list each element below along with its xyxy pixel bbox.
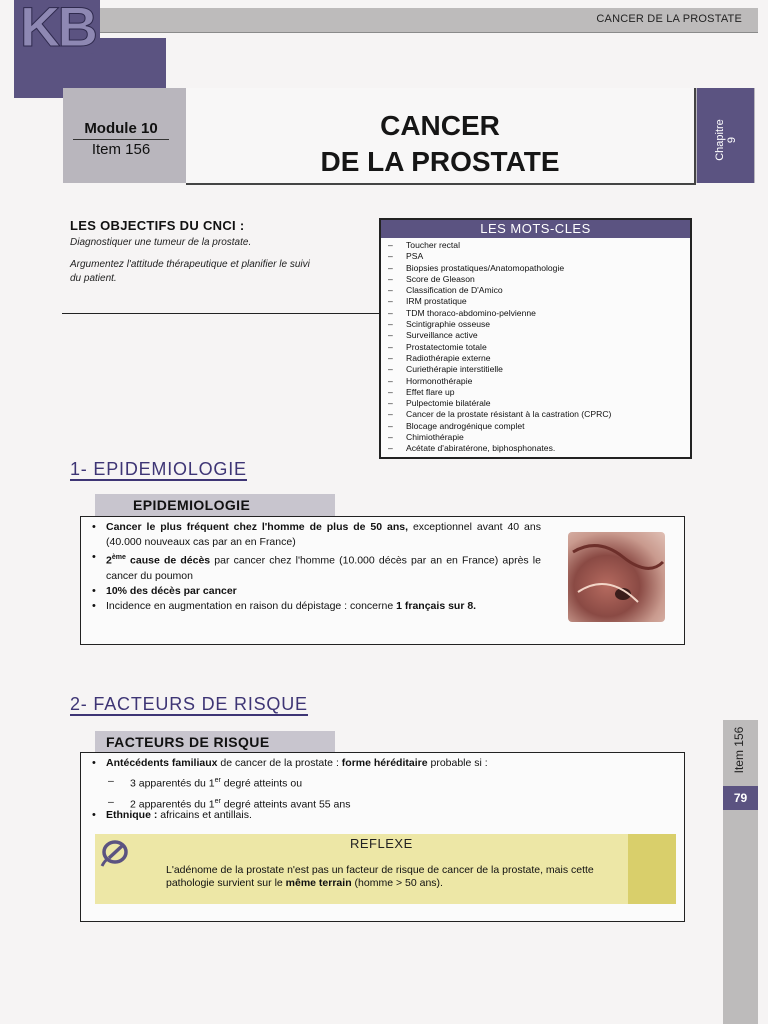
item-label: Item 156 bbox=[73, 139, 169, 158]
page-number: 79 bbox=[723, 786, 758, 810]
keyword-item: – Scintigraphie osseuse bbox=[388, 319, 491, 330]
keyword-item: – Pulpectomie bilatérale bbox=[388, 398, 491, 409]
keyword-item: – Blocage androgénique complet bbox=[388, 420, 525, 431]
reflexe-icon bbox=[96, 836, 134, 870]
keyword-item: – Effet flare up bbox=[388, 386, 455, 397]
objectives-divider bbox=[62, 313, 380, 314]
keyword-item: – Biopsies prostatiques/Anatomopathologie bbox=[388, 262, 565, 273]
keyword-item: – PSA bbox=[388, 251, 424, 262]
keyword-item: – Hormonothérapie bbox=[388, 375, 473, 386]
reflexe-title: REFLEXE bbox=[350, 836, 413, 851]
section-title-epidemiologie: 1- EPIDEMIOLOGIE bbox=[70, 459, 247, 479]
epidemiologie-list bbox=[106, 520, 541, 614]
objective-line-3: du patient. bbox=[70, 273, 117, 284]
keyword-item: – IRM prostatique bbox=[388, 296, 467, 307]
keyword-item: – Classification de D'Amico bbox=[388, 285, 503, 296]
keyword-item: – TDM thoraco-abdomino-pelvienne bbox=[388, 307, 536, 318]
keyword-item: – Curiethérapie interstitielle bbox=[388, 364, 503, 375]
page-title-line2: DE LA PROSTATE bbox=[320, 146, 560, 177]
facteurs-list-2 bbox=[106, 808, 666, 823]
facteurs-box-title: FACTEURS DE RISQUE bbox=[106, 734, 270, 750]
chapitre-word: Chapitre bbox=[714, 119, 726, 161]
keyword-item: – Cancer de la prostate résistant à la castration (CPRC) bbox=[388, 409, 612, 420]
keywords-list bbox=[388, 240, 688, 455]
list-item: • Antécédents familiaux de cancer de la prostate : forme héréditaire probable si : bbox=[106, 756, 666, 771]
epidemiologie-box-title: EPIDEMIOLOGIE bbox=[133, 497, 251, 513]
prostate-illustration-graphic bbox=[568, 532, 665, 622]
facteurs-list bbox=[106, 756, 666, 771]
side-item-label: Item 156 bbox=[732, 726, 746, 774]
keyword-item: – Surveillance active bbox=[388, 330, 478, 341]
list-item: • 10% des décès par cancer bbox=[106, 584, 541, 599]
page-title-line1: CANCER bbox=[380, 110, 500, 141]
objectives-title: LES OBJECTIFS DU CNCI : bbox=[70, 218, 245, 233]
list-item: • 2ème cause de décès par cancer chez l'homme (10.000 décès par an en France) après le cancer du poumon bbox=[106, 550, 541, 584]
list-item: • Ethnique : africains et antillais. bbox=[106, 808, 666, 823]
keywords-header: LES MOTS-CLES bbox=[381, 220, 690, 238]
kb-logo: KB bbox=[20, 0, 95, 58]
running-title: CANCER DE LA PROSTATE bbox=[596, 13, 742, 25]
keyword-item: – Score de Gleason bbox=[388, 273, 475, 284]
list-item: • Incidence en augmentation en raison du dépistage : concerne 1 français sur 8. bbox=[106, 599, 541, 614]
keyword-item: – Prostatectomie totale bbox=[388, 341, 487, 352]
list-item: – 3 apparentés du 1er degré atteints ou bbox=[130, 772, 630, 793]
objective-line-1: Diagnostiquer une tumeur de la prostate. bbox=[70, 237, 252, 248]
list-item: • Cancer le plus fréquent chez l'homme de plus de 50 ans, exceptionnel avant 40 ans (40.000 nouveaux cas par an en France) bbox=[106, 520, 541, 550]
facteurs-sublist bbox=[130, 772, 630, 813]
list-item: – 2 apparentés du 1er degré atteints avant 55 ans bbox=[130, 793, 630, 814]
chapitre-number: 9 bbox=[726, 136, 738, 144]
section-title-facteurs: 2- FACTEURS DE RISQUE bbox=[70, 694, 308, 714]
objective-line-2: Argumentez l'attitude thérapeutique et planifier le suivi bbox=[70, 259, 310, 270]
module-label: Module 10 bbox=[84, 120, 158, 137]
header-band bbox=[95, 8, 758, 33]
reflexe-text: L'adénome de la prostate n'est pas un facteur de risque de cancer de la prostate, mais cette pathologie survient sur le même terrain (homme > 50 ans). bbox=[166, 864, 594, 889]
chapitre-label bbox=[714, 108, 738, 172]
keyword-item: – Acétate d'abiratérone, biphosphonates. bbox=[388, 443, 556, 454]
keyword-item: – Radiothérapie externe bbox=[388, 352, 491, 363]
reflexe-strip bbox=[628, 834, 676, 904]
keyword-item: – Toucher rectal bbox=[388, 240, 460, 250]
keyword-item: – Chimiothérapie bbox=[388, 432, 464, 443]
prostate-illustration bbox=[568, 532, 665, 622]
